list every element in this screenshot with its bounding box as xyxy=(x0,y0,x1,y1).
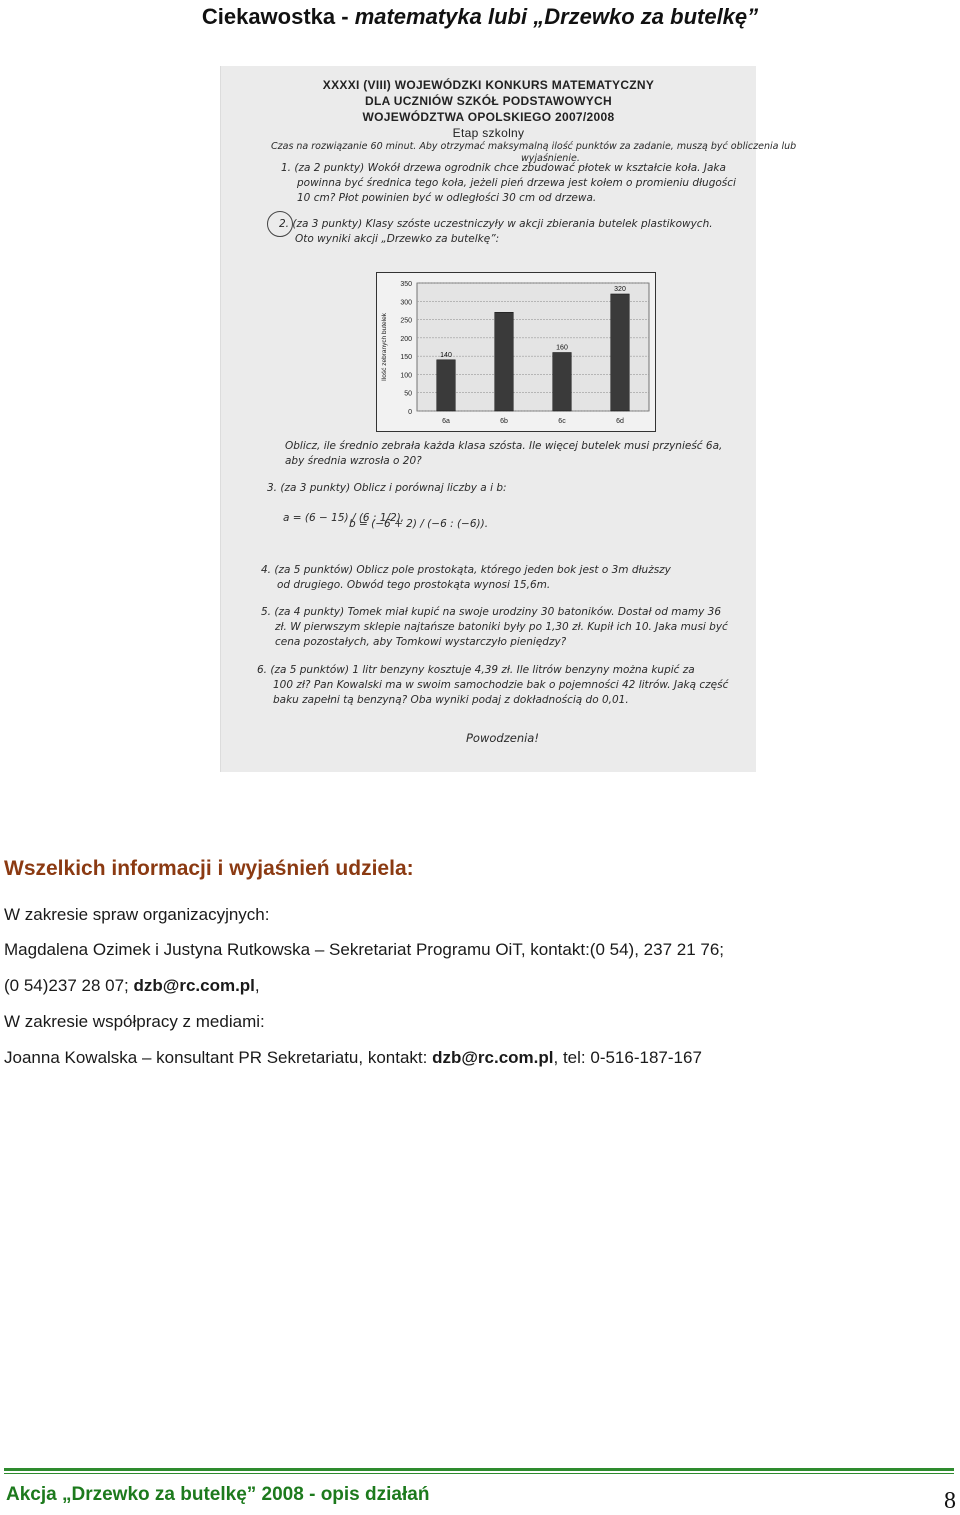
task4-line-2: od drugiego. Obwód tego prostokąta wynosi 15,6m. xyxy=(277,579,551,591)
document-header xyxy=(0,4,960,30)
y-tick-label: 300 xyxy=(400,299,412,307)
task2-question-1: Oblicz, ile średnio zebrała każda klasa szósta. Ile więcej butelek musi przynieść 6a, xyxy=(285,440,723,452)
task4-line-1: 4. (za 5 punktów) Oblicz pole prostokąta, którego jeden bok jest o 3m dłuższy xyxy=(261,564,671,576)
task3-formula-b: b = (−6 + 2) / (−6 : (−6)). xyxy=(349,518,489,530)
task2-line-1: 2. (za 3 punkty) Klasy szóste uczestniczyły w akcji zbierania butelek plastikowych. xyxy=(279,218,713,230)
bar-chart-frame xyxy=(376,272,656,432)
org-label: W zakresie spraw organizacyjnych: xyxy=(4,905,270,924)
y-tick-label: 0 xyxy=(408,409,412,416)
task1-line-3: 10 cm? Płot powinien być w odległości 30 cm od drzewa. xyxy=(297,192,597,204)
task6-line-2: 100 zł? Pan Kowalski ma w swoim samochodzie bak o pojemności 42 litrów. Jaką część xyxy=(273,679,729,691)
exam-heading-line-3: WOJEWÓDZTWA OPOLSKIEGO 2007/2008 xyxy=(362,110,615,124)
task2-question-2: aby średnia wzrosła o 20? xyxy=(285,455,422,467)
org-email[interactable]: dzb@rc.com.pl xyxy=(133,976,255,995)
task1-line-2: powinna być średnica tego koła, jeżeli pień drzewa jest kołem o promieniu długości xyxy=(297,177,736,189)
exam-heading-line-2: DLA UCZNIÓW SZKÓŁ PODSTAWOWYCH xyxy=(365,94,612,108)
task3-formula-a: a = (6 − 15) / (6 : 1/2), xyxy=(283,512,405,524)
task5-line-1: 5. (za 4 punkty) Tomek miał kupić na swoje urodziny 30 batoników. Dostał od mamy 36 xyxy=(261,606,722,618)
y-tick-label: 350 xyxy=(400,281,412,288)
task3-line: 3. (za 3 punkty) Oblicz i porównaj liczby a i b: xyxy=(267,482,507,494)
y-tick-label: 250 xyxy=(400,317,412,325)
bar-6a xyxy=(437,360,456,411)
footer-text: Akcja „Drzewko za butelkę” 2008 - opis działań xyxy=(6,1484,430,1505)
bar-data-label: 140 xyxy=(440,351,452,359)
page-number: 8 xyxy=(944,1488,956,1514)
task5-line-3: cena pozostałych, aby Tomkowi wystarczyło pieniędzy? xyxy=(275,636,567,648)
media-label: W zakresie współpracy z mediami: xyxy=(4,1012,265,1031)
task6-line-1: 6. (za 5 punktów) 1 litr benzyny kosztuje 4,39 zł. Ile litrów benzyny można kupić za xyxy=(257,664,695,676)
y-tick-label: 150 xyxy=(400,354,412,362)
exam-intro-1: Czas na rozwiązanie 60 minut. Aby otrzymać maksymalną ilość punktów za zadanie, muszą być obliczenia lub xyxy=(271,141,797,152)
exam-intro-2: wyjaśnienie. xyxy=(521,153,580,164)
media-line-suffix: , tel: 0-516-187-167 xyxy=(553,1048,702,1067)
task5-line-2: zł. W pierwszym sklepie najtańsze batoniki były po 1,30 zł. Kupił ich 10. Jaka musi być xyxy=(275,621,728,633)
exam-heading-line-1: XXXXI (VIII) WOJEWÓDZKI KONKURS MATEMATYCZNY xyxy=(322,78,655,92)
task6-line-3: baku zapełni tą benzyną? Oba wyniki podaj z dokładnością do 0,01. xyxy=(273,694,629,706)
info-title: Wszelkich informacji i wyjaśnień udziela: xyxy=(4,857,414,880)
y-tick-label: 50 xyxy=(404,390,412,398)
bar-6c xyxy=(553,352,572,411)
media-line xyxy=(4,1048,702,1068)
org-line-1: Magdalena Ozimek i Justyna Rutkowska – Sekretariat Programu OiT, kontakt:(0 54), 237 21 76; xyxy=(4,940,725,959)
header-title-italic: matematyka lubi „Drzewko za butelkę” xyxy=(354,4,759,29)
scanned-exam-sheet xyxy=(220,66,797,772)
x-tick-label: 6d xyxy=(616,418,624,425)
footer-rule-thin xyxy=(4,1473,954,1474)
exam-closing: Powodzenia! xyxy=(466,731,539,745)
x-tick-label: 6c xyxy=(558,418,566,425)
exam-heading-line-4: Etap szkolny xyxy=(452,126,525,140)
header-title-plain: Ciekawostka - xyxy=(201,4,355,29)
bar-data-label: 320 xyxy=(614,285,626,293)
org-line-2-prefix: (0 54)237 28 07; xyxy=(4,976,134,995)
y-tick-label: 100 xyxy=(400,372,412,380)
y-axis-label: Ilość zebranych butelek xyxy=(381,313,388,381)
org-line-2-suffix: , xyxy=(254,976,260,995)
bar-data-label: 160 xyxy=(556,344,568,352)
bar-6b xyxy=(495,312,514,411)
media-line-prefix: Joanna Kowalska – konsultant PR Sekretariatu, kontakt: xyxy=(4,1048,433,1067)
bar-chart xyxy=(377,273,655,431)
footer-rule-thick xyxy=(4,1468,954,1471)
x-tick-label: 6a xyxy=(442,418,450,425)
x-tick-label: 6b xyxy=(500,418,508,425)
task2-line-2: Oto wyniki akcji „Drzewko za butelkę”: xyxy=(295,233,500,245)
org-line-2 xyxy=(4,976,260,996)
task1-line-1: 1. (za 2 punkty) Wokół drzewa ogrodnik chce zbudować płotek w kształcie koła. Jaka xyxy=(281,162,726,174)
media-email[interactable]: dzb@rc.com.pl xyxy=(432,1048,554,1067)
y-tick-label: 200 xyxy=(400,335,412,343)
bar-6d xyxy=(611,294,630,411)
